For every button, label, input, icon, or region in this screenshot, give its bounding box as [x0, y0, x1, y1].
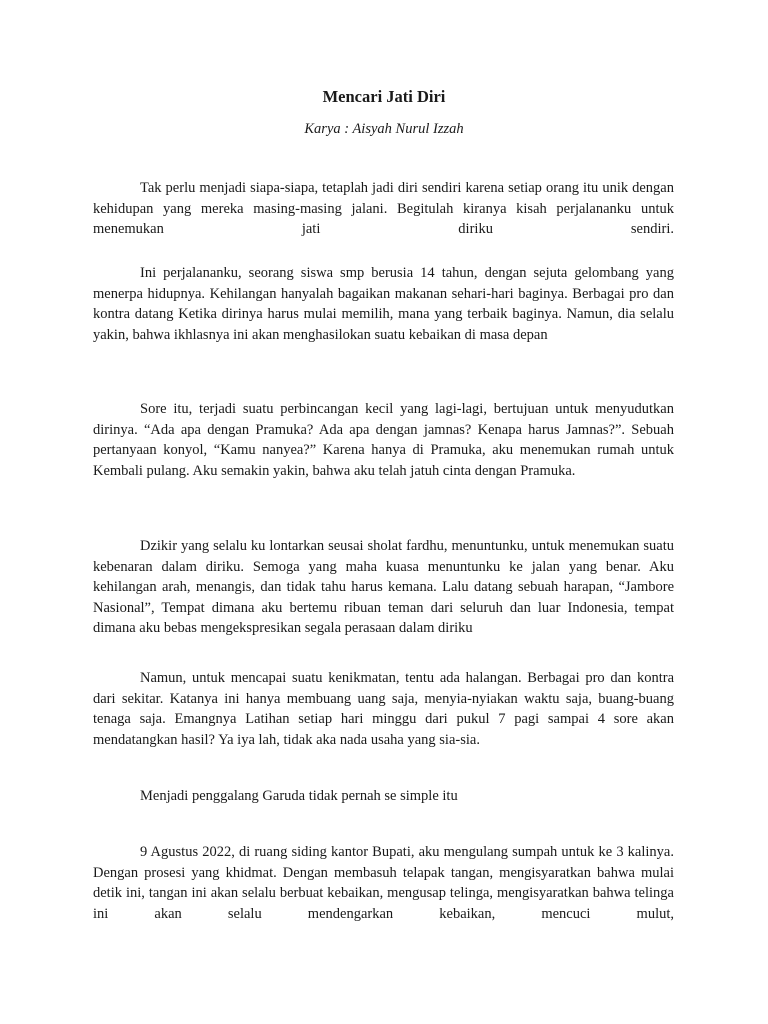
paragraph-6: Menjadi penggalang Garuda tidak pernah se simple itu [140, 788, 458, 804]
paragraph-7: 9 Agustus 2022, di ruang siding kantor Bupati, aku mengulang sumpah untuk ke 3 kalinya. Dengan prosesi yang khidmat. Dengan membasuh telapak tangan, mengisyaratkan bahwa mulai detik ini, tangan ini akan selalu berbuat kebaikan, mengusap telinga, mengisyaratkan bahwa telinga ini akan selalu mendengarkan kebaikan, mencuci mulut, [93, 844, 674, 922]
paragraph-2: Ini perjalananku, seorang siswa smp berusia 14 tahun, dengan sejuta gelombang yang menerpa hidupnya. Kehilangan hanyalah bagaikan makanan sehari-hari baginya. Berbagai pro dan kontra datang Ketika dirinya harus mulai memilih, mana yang terbaik baginya. Namun, dia selalu yakin, bahwa ikhlasnya ini akan menghasilokan suatu kebaikan di masa depan [93, 265, 674, 343]
document-title: Mencari Jati Diri [322, 87, 446, 106]
paragraph-4: Dzikir yang selalu ku lontarkan seusai sholat fardhu, menuntunku, untuk menemukan suatu kebenaran dalam diriku. Semoga yang maha kuasa menuntunku ke jalan yang benar. Aku kehilangan arah, menangis, dan tidak tahu harus kemana. Lalu datang sebuah harapan, “Jambore Nasional”, Tempat dimana aku bertemu ribuan teman dari seluruh dan luar Indonesia, tempat dimana aku bebas mengekspresikan segala perasaan dalam diriku [93, 538, 674, 637]
paragraph-1: Tak perlu menjadi siapa-siapa, tetaplah jadi diri sendiri karena setiap orang itu unik dengan kehidupan yang mereka masing-masing jalani. Begitulah kiranya kisah perjalananku untuk menemukan jati diriku sendiri. [93, 180, 674, 238]
paragraph-3: Sore itu, terjadi suatu perbincangan kecil yang lagi-lagi, bertujuan untuk menyudutkan dirinya. “Ada apa dengan Pramuka? Ada apa dengan jamnas? Kenapa harus Jamnas?”. Sebuah pertanyaan konyol, “Kamu nanyea?” Karena hanya di Pramuka, aku menemukan rumah untuk Kembali pulang. Aku semakin yakin, bahwa aku telah jatuh cinta dengan Pramuka. [93, 401, 674, 479]
paragraph-5: Namun, untuk mencapai suatu kenikmatan, tentu ada halangan. Berbagai pro dan kontra dari sekitar. Katanya ini hanya membuang uang saja, menyia-nyiakan waktu saja, buang-buang tenaga saja. Emangnya Latihan setiap hari minggu dari pukul 7 pagi sampai 4 sore akan mendatangkan hasil? Ya iya lah, tidak aka nada usaha yang sia-sia. [93, 670, 674, 748]
document-author: Karya : Aisyah Nurul Izzah [304, 121, 464, 137]
